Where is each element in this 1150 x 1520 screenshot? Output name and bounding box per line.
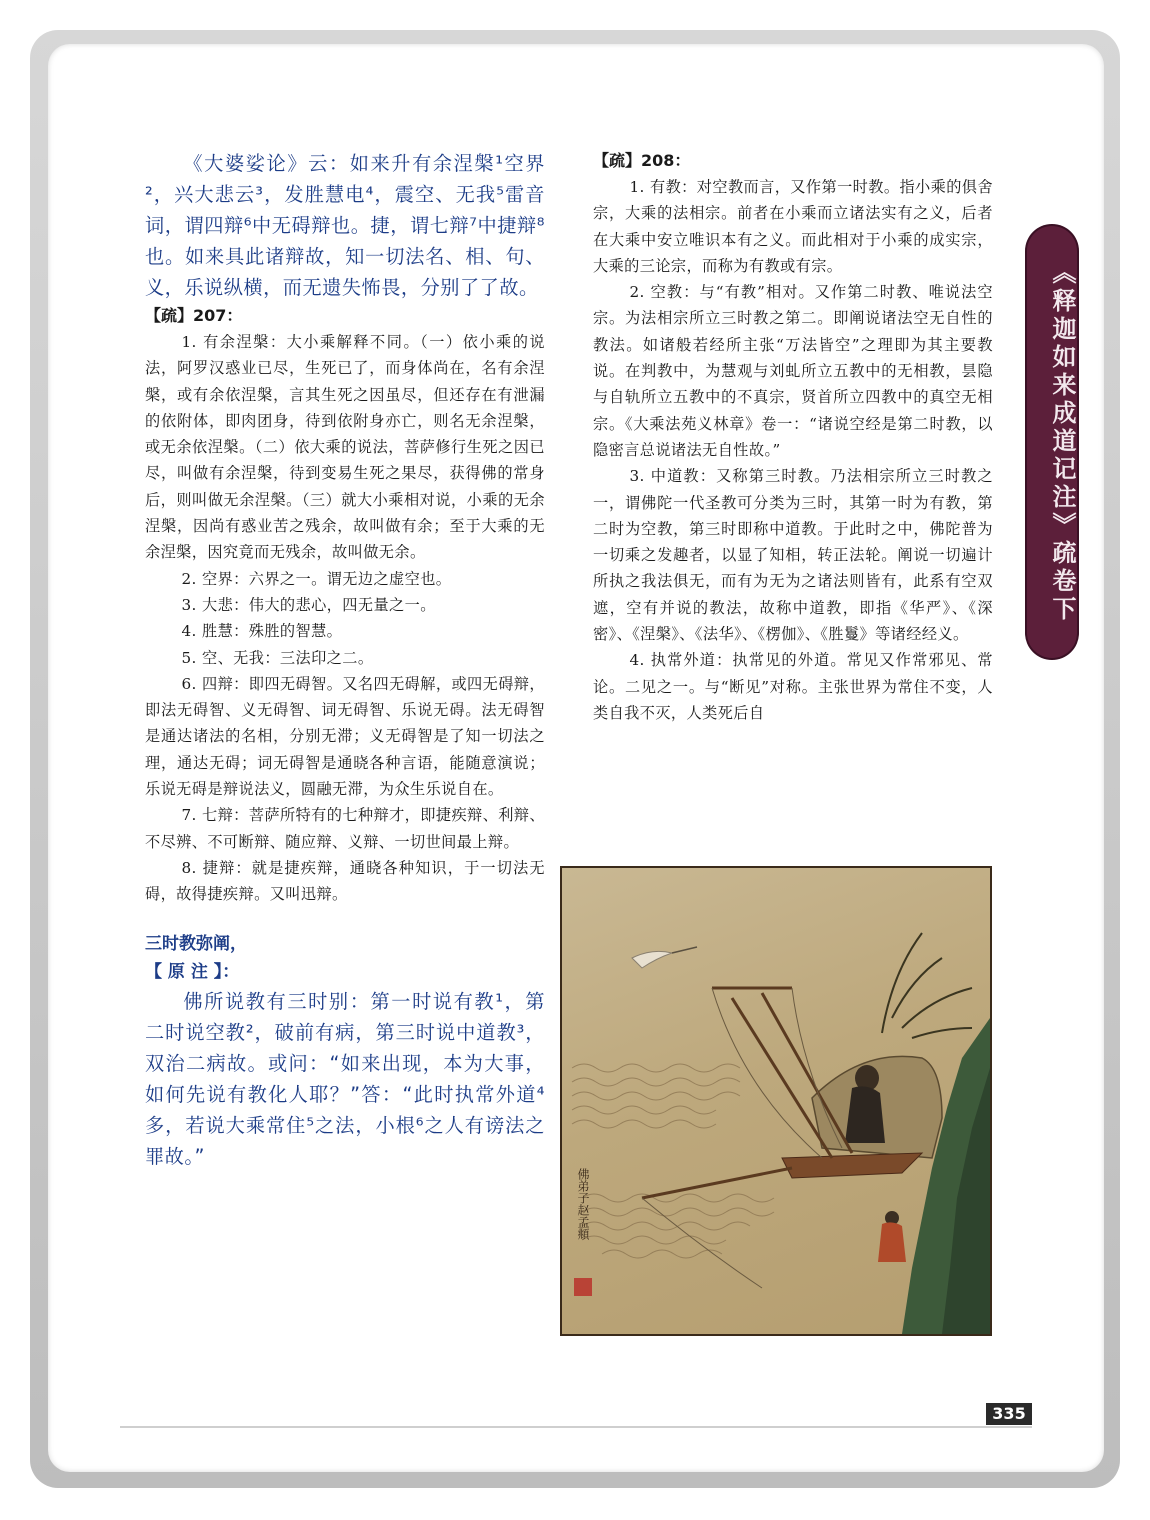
page-number: 335 — [986, 1403, 1032, 1425]
section-spacer — [145, 908, 545, 930]
note-208-item-1: 1. 有教：对空教而言，又作第一时教。指小乘的俱舍宗，大乘的法相宗。前者在小乘而立诸法实有之义，后者在大乘中安立唯识本有之义。而此相对于小乘的成实宗，大乘的三论宗，而称为有教或有宗。 — [593, 178, 993, 275]
net-pattern — [572, 1064, 774, 1258]
note-208-item-4: 4. 执常外道：执常见的外道。常见又作常邪见、常论。二见之一。与“断见”对称。主张世界为常住不变，人类自我不灭，人类死后自 — [593, 651, 993, 722]
intro-paragraph: 《大婆娑论》云：如来升有余涅槃¹空界²，兴大悲云³，发胜慧电⁴，震空、无我⁵雷音词，谓四辩⁶中无碍辩也。捷，谓七辩⁷中捷辩⁸也。如来具此诸辩故，知一切法名、相、句、义，乐说纵横，而无遗失怖畏，分别了了故。 — [145, 152, 545, 299]
note-207-item-7: 7. 七辩：菩萨所特有的七种辩才，即捷疾辩、利辩、不尽辨、不可断辩、随应辩、义辩、一切世间最上辩。 — [145, 806, 545, 851]
yuanzhu-heading: 【 原 注 】： — [145, 961, 240, 982]
note-208-heading: 【疏】208： — [593, 151, 691, 170]
page-bottom-rule — [120, 1426, 1032, 1428]
yuanzhu-paragraph: 佛所说教有三时别：第一时说有教¹，第二时说空教²，破前有病，第三时说中道教³，双治二病故。或问：“如来出现，本为大事，如何先说有教化人耶？”答：“此时执常外道⁴多，若说大乘常住⁵之法，小根⁶之人有谤法之罪故。” — [145, 989, 545, 1168]
note-207-item-6: 6. 四辩：即四无碍智。又名四无碍解，或四无碍辩，即法无碍智、义无碍智、词无碍智、乐说无碍。法无碍智是通达诸法的名相，分别无滞；义无碍智是了知一切法之理，通达无碍；词无碍智是通晓各种言语，能随意演说；乐说无碍是辩说法义，圆融无滞，为众生乐说自在。 — [145, 674, 545, 799]
side-banner-text: 《释迦如来成道记注》疏卷下 — [1048, 260, 1076, 624]
right-column — [593, 148, 993, 726]
note-208-item-2: 2. 空教：与“有教”相对。又作第二时教、唯说法空宗。为法相宗所立三时教之第二。即阐说诸法空无自性的教法。如诸般若经所主张“万法皆空”之理即为其主要教说。在判教中，为慧观与刘虬所立五教中的无相教，昙隐与自轨所立五教中的不真宗，贤首所立四教中的真空无相宗。《大乘法苑义林章》卷一：“诸说空经是第二时教，以隐密言总说诸法无自性故。” — [593, 283, 993, 459]
heron — [632, 951, 672, 968]
left-column — [145, 148, 545, 1172]
side-banner — [1027, 226, 1077, 658]
boat — [782, 1153, 922, 1178]
note-207-item-4: 4. 胜慧：殊胜的智慧。 — [181, 622, 343, 641]
note-208-item-3: 3. 中道教：又称第三时教。乃法相宗所立三时教之一，谓佛陀一代圣教可分类为三时，其第一时为有教，第二时为空教，第三时即称中道教。于此时之中，佛陀普为一切乘之发趣者，以显了知相，转正法轮。阐说一切遍计所执之我法俱无，而有为无为之诸法则皆有，此系有空双遮，空有并说的教法，故称中道教，即指《华严》、《深密》、《涅槃》、《法华》、《楞伽》、《胜鬘》等诸经经义。 — [593, 467, 993, 644]
child-body — [878, 1222, 906, 1262]
note-207-item-1: 1. 有余涅槃：大小乘解释不同。（一）依小乘的说法，阿罗汉惑业已尽，生死已了，而身体尚在，名有余涅槃，或有余依涅槃，言其生死之因虽尽，但还存在有泄漏的依附体，即肉团身，待到依附身亦亡，则名无余涅槃，或无余依涅槃。（二）依大乘的说法，菩萨修行生死之因已尽，叫做有余涅槃，待到变易生死之果尽，获得佛的常身后，则叫做无余涅槃。（三）就大小乘相对说，小乘的无余涅槃，因尚有惑业苦之残余，故叫做有余；至于大乘的无余涅槃，因究竟而无残余，故叫做无余。 — [145, 333, 545, 562]
section-title: 三时教弥阐， — [145, 933, 247, 954]
seal-stamp — [574, 1278, 592, 1296]
note-207-item-2: 2. 空界：六界之一。谓无边之虚空也。 — [181, 569, 452, 588]
note-207-heading: 【疏】207： — [145, 306, 243, 325]
reeds — [882, 933, 972, 1038]
note-207-item-5: 5. 空、无我：三法印之二。 — [181, 648, 374, 667]
painter-inscription: 佛弟子赵孟頫 — [576, 1168, 590, 1240]
note-207-item-8: 8. 捷辩：就是捷疾辩，通晓各种知识，于一切法无碍，故得捷疾辩。又叫迅辩。 — [145, 858, 545, 904]
note-207-item-3: 3. 大悲：伟大的悲心，四无量之一。 — [181, 595, 436, 614]
fishing-scene-painting — [562, 868, 990, 1334]
painting-illustration — [560, 866, 992, 1336]
